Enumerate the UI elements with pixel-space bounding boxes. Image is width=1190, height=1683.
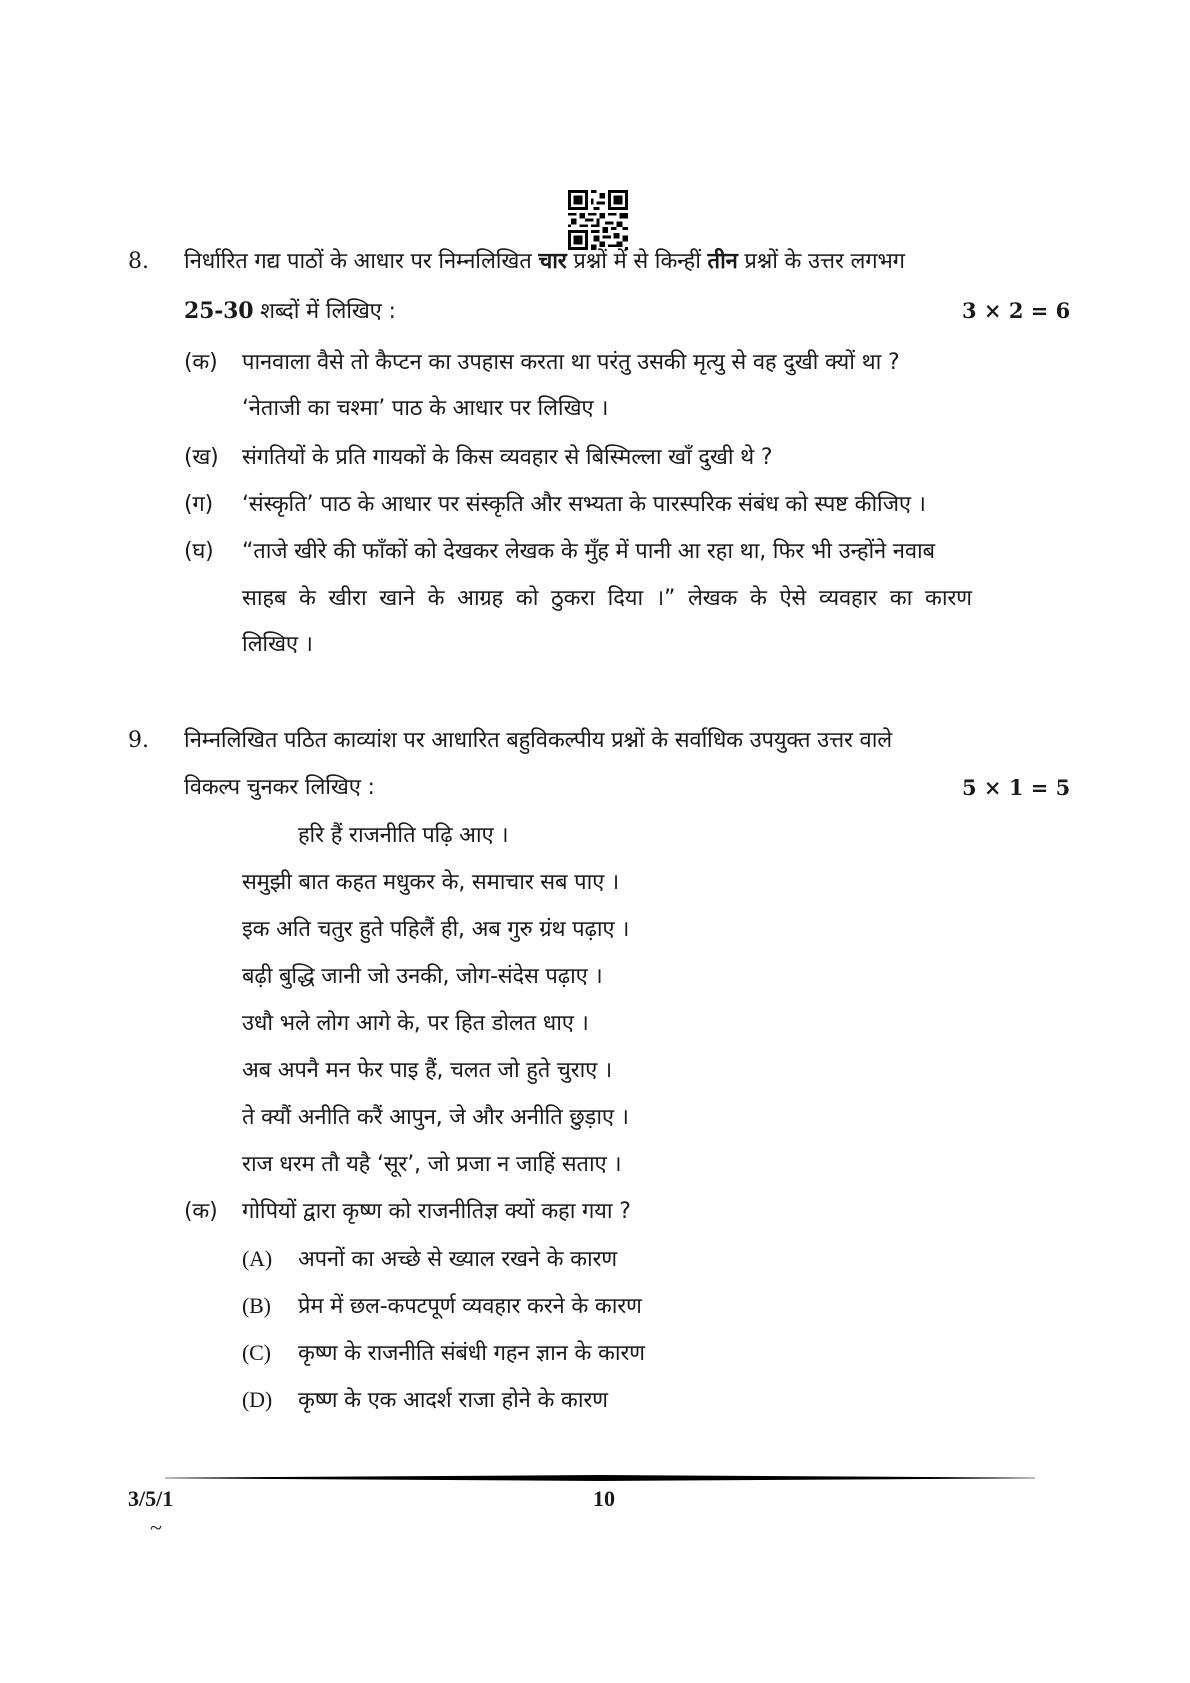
subquestion-8-ga xyxy=(184,490,926,520)
subquestion-label: (क) xyxy=(184,1199,218,1224)
subquestion-label: (क) xyxy=(184,350,218,375)
option-d xyxy=(242,1385,608,1416)
option-b xyxy=(242,1291,642,1322)
option-text: प्रेम में छल-कपटपूर्ण व्यवहार करने के कारण xyxy=(298,1294,642,1319)
instruction-text: प्रश्नों में से किन्हीं xyxy=(566,249,708,274)
poem-line-2: समुझी बात कहत मधुकर के, समाचार सब पाए । xyxy=(242,870,620,895)
page-number: 10 xyxy=(593,1486,615,1511)
instruction-text: निर्धारित गद्य पाठों के आधार पर निम्नलिखित xyxy=(184,249,539,274)
poem-line-8: राज धरम तौ यहै ‘सूर’, जो प्रजा न जाहिं सताए । xyxy=(242,1152,622,1177)
question-9-number: 9. xyxy=(128,728,149,753)
poem-line-7: ते क्यौं अनीति करैं आपुन, जे और अनीति छुड़ाए । xyxy=(242,1105,629,1130)
question-8-instruction-line2 xyxy=(184,296,396,327)
word-limit: 25-30 xyxy=(184,298,254,324)
poem-line-1: हरि हैं राजनीति पढ़ि आए । xyxy=(298,823,509,848)
question-9-marks: 5 × 1 = 5 xyxy=(962,775,1071,800)
qr-code-icon xyxy=(567,190,629,250)
subquestion-text: संगतियों के प्रति गायकों के किस व्यवहार से बिस्मिल्ला खाँ दुखी थे ? xyxy=(242,445,773,470)
subquestion-8-kha xyxy=(184,443,772,473)
subquestion-text: गोपियों द्वारा कृष्ण को राजनीतिज्ञ क्यों कहा गया ? xyxy=(242,1199,631,1224)
question-8-instruction xyxy=(184,247,905,277)
subquestion-8-gha-line3: लिखिए । xyxy=(242,632,313,657)
subquestion-label: (ग) xyxy=(184,492,213,517)
option-label: (B) xyxy=(242,1293,271,1318)
option-c xyxy=(242,1338,645,1369)
subquestion-8-gha xyxy=(184,537,935,567)
question-9-instruction-line2: विकल्प चुनकर लिखिए : xyxy=(184,775,375,800)
option-label: (D) xyxy=(242,1387,272,1412)
instruction-emphasis-three: तीन xyxy=(707,249,738,274)
paper-code: 3/5/1 xyxy=(128,1486,174,1511)
option-a xyxy=(242,1244,617,1275)
poem-line-3: इक अति चतुर हुते पहिलैं ही, अब गुरु ग्रंथ पढ़ाए । xyxy=(242,917,630,942)
option-text: कृष्ण के एक आदर्श राजा होने के कारण xyxy=(298,1388,608,1413)
option-text: कृष्ण के राजनीति संबंधी गहन ज्ञान के कारण xyxy=(298,1341,645,1366)
option-label: (A) xyxy=(242,1246,272,1271)
instruction-text: शब्दों में लिखिए : xyxy=(253,299,396,324)
subquestion-8-ka xyxy=(184,348,899,378)
poem-line-6: अब अपनै मन फेर पाइ हैं, चलत जो हुते चुराए । xyxy=(242,1058,613,1083)
option-label: (C) xyxy=(242,1340,271,1365)
subquestion-text: “ताजे खीरे की फाँकों को देखकर लेखक के मुँह में पानी आ रहा था, फिर भी उन्होंने नवाब xyxy=(242,539,935,564)
question-8-number: 8. xyxy=(128,249,149,274)
subquestion-text: पानवाला वैसे तो कैप्टन का उपहास करता था परंतु उसकी मृत्यु से वह दुखी क्यों था ? xyxy=(242,350,900,375)
option-text: अपनों का अच्छे से ख्याल रखने के कारण xyxy=(298,1247,617,1272)
instruction-text: प्रश्नों के उत्तर लगभग xyxy=(737,249,905,274)
subquestion-8-gha-line2: साहब के खीरा खाने के आग्रह को ठुकरा दिया ।” लेखक के ऐसे व्यवहार का कारण xyxy=(242,586,972,611)
poem-line-4: बढ़ी बुद्धि जानी जो उनकी, जोग-संदेस पढ़ाए । xyxy=(242,964,603,989)
subquestion-label: (घ) xyxy=(184,539,214,564)
subquestion-8-ka-line2: ‘नेताजी का चश्मा’ पाठ के आधार पर लिखिए । xyxy=(242,396,609,421)
footer-divider xyxy=(165,1475,1035,1481)
subquestion-9-ka xyxy=(184,1197,631,1227)
question-8-marks: 3 × 2 = 6 xyxy=(962,298,1071,323)
subquestion-text: ‘संस्कृति’ पाठ के आधार पर संस्कृति और सभ्यता के पारस्परिक संबंध को स्पष्ट कीजिए । xyxy=(242,492,926,517)
subquestion-label: (ख) xyxy=(184,445,219,470)
question-9-instruction: निम्नलिखित पठित काव्यांश पर आधारित बहुविकल्पीय प्रश्नों के सर्वाधिक उपयुक्त उत्तर वाले xyxy=(184,728,893,753)
footer-tilde-mark: ~ xyxy=(150,1515,162,1540)
instruction-emphasis-four: चार xyxy=(538,249,567,274)
poem-line-5: उधौ भले लोग आगे के, पर हित डोलत धाए । xyxy=(242,1011,589,1036)
